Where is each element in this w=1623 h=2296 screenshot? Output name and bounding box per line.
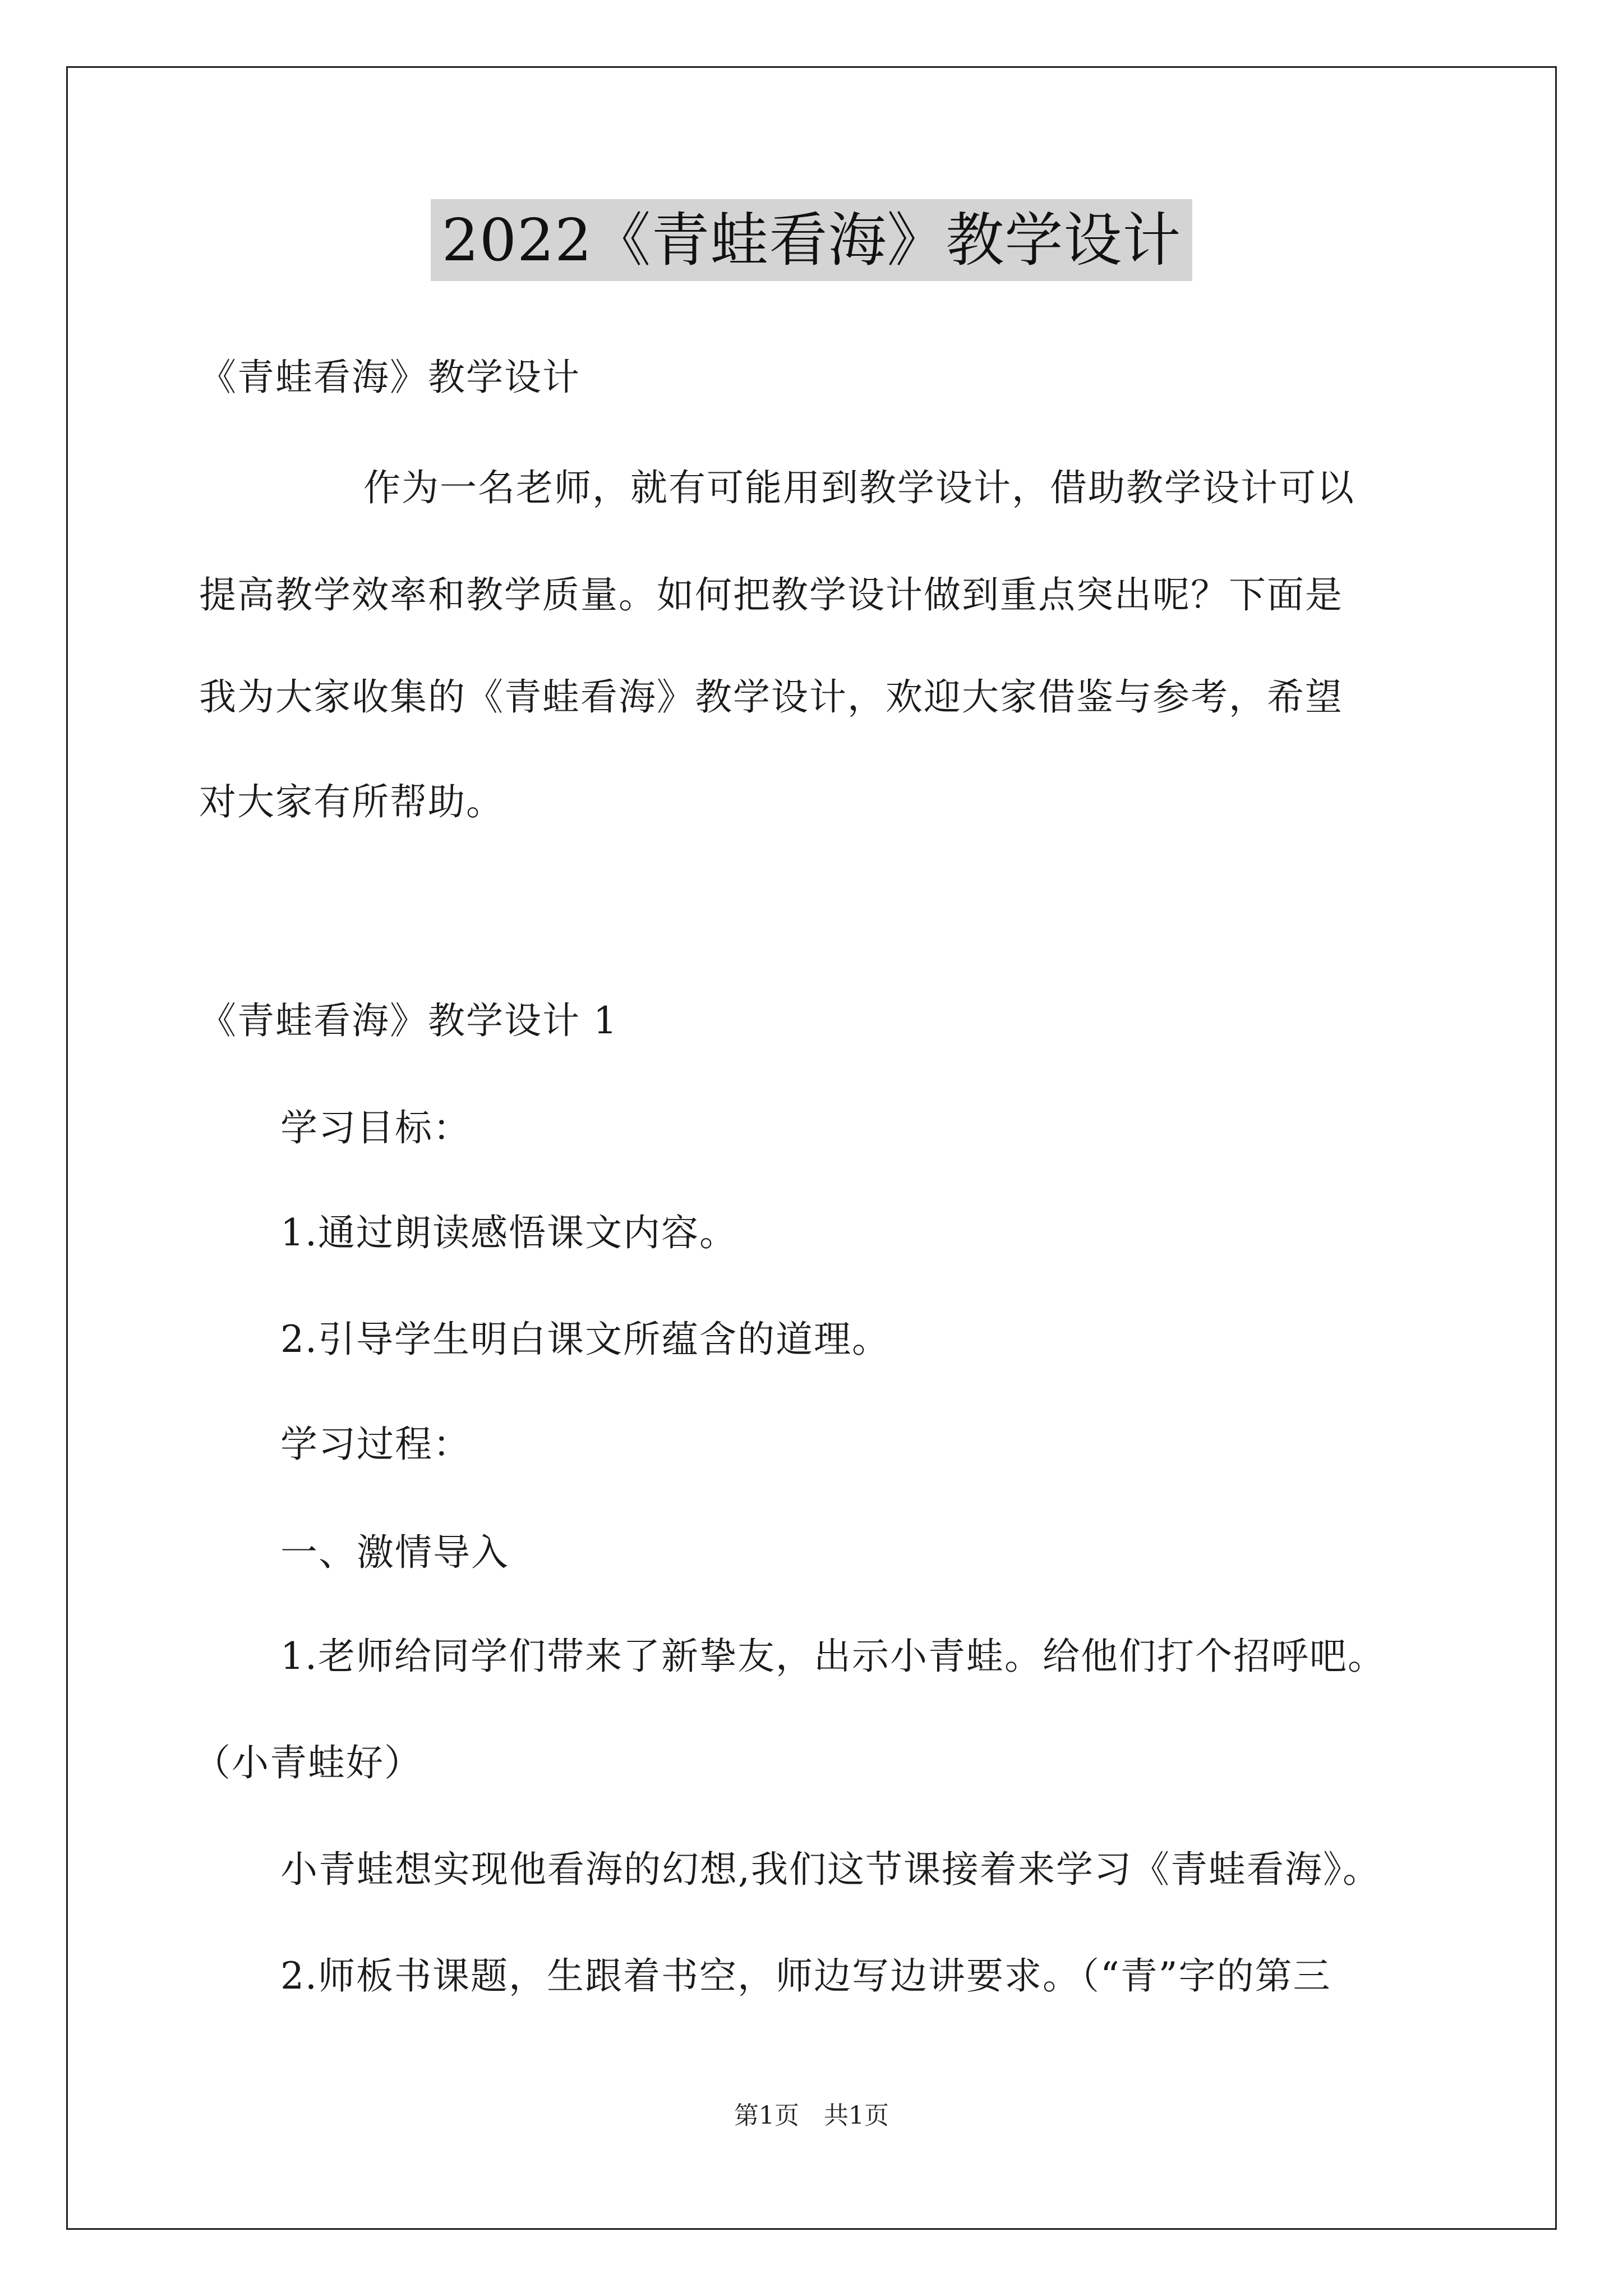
body-line: 2.引导学生明白课文所蕴含的道理。 xyxy=(280,1318,890,1361)
body-line: 1.通过朗读感悟课文内容。 xyxy=(280,1211,737,1254)
body-line: 学习过程： xyxy=(280,1423,471,1466)
body-line: （小青蛙好） xyxy=(193,1741,422,1784)
intro-line: 提高教学效率和教学质量。如何把教学设计做到重点突出呢？下面是 xyxy=(199,573,1343,616)
intro-line: 我为大家收集的《青蛙看海》教学设计，欢迎大家借鉴与参考，希望 xyxy=(199,675,1343,719)
body-line: 一、激情导入 xyxy=(280,1531,509,1574)
document-title: 2022《青蛙看海》教学设计 xyxy=(431,199,1193,281)
subtitle: 《青蛙看海》教学设计 xyxy=(199,356,580,399)
page-footer: 第1页 共1页 xyxy=(734,2101,889,2130)
body-line: 2.师板书课题，生跟着书空，师边写边讲要求。（“青”字的第三 xyxy=(280,1954,1331,1998)
intro-line: 作为一名老师，就有可能用到教学设计，借助教学设计可以 xyxy=(363,466,1355,509)
intro-line: 对大家有所帮助。 xyxy=(199,780,504,823)
body-line: 小青蛙想实现他看海的幻想,我们这节课接着来学习《青蛙看海》。 xyxy=(280,1848,1381,1891)
body-line: 学习目标： xyxy=(280,1106,471,1149)
section-heading: 《青蛙看海》教学设计 1 xyxy=(199,999,618,1042)
body-line: 1.老师给同学们带来了新挚友，出示小青蛙。给他们打个招呼吧。 xyxy=(280,1635,1386,1678)
